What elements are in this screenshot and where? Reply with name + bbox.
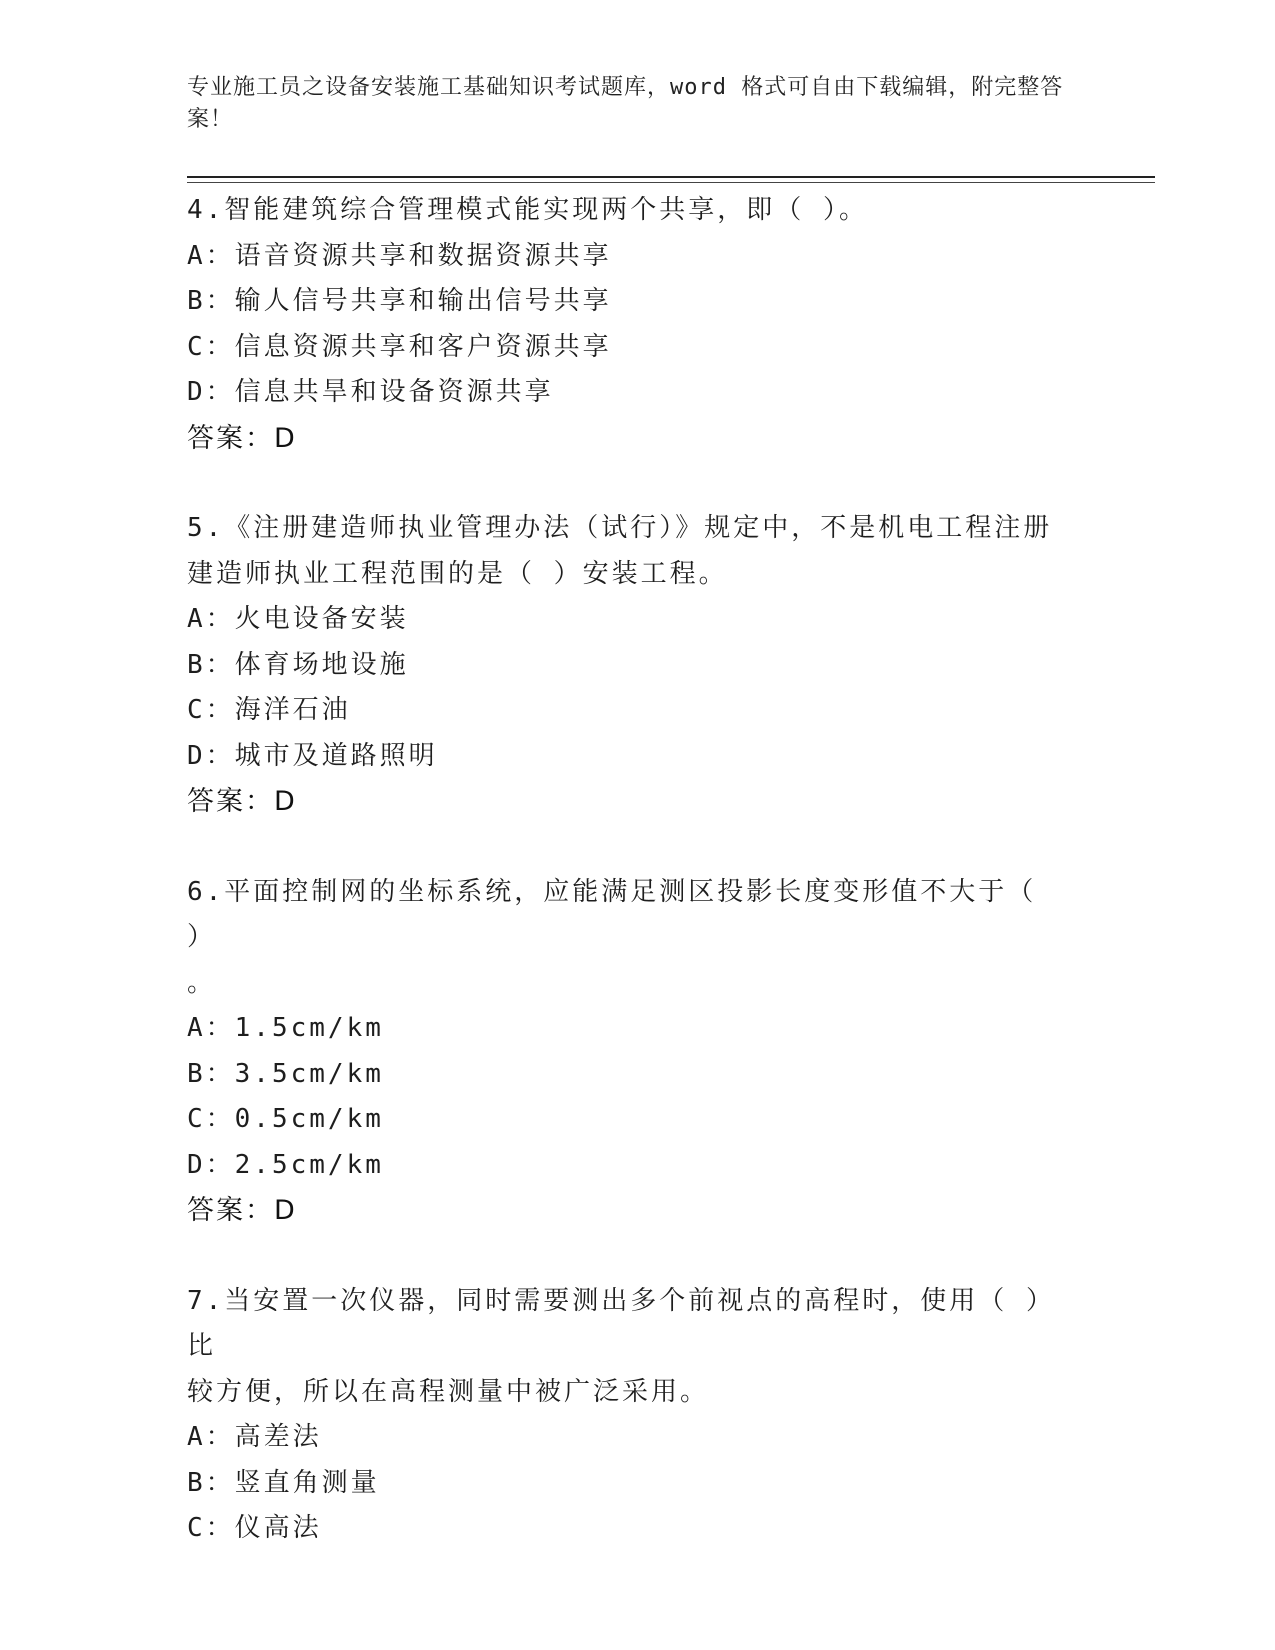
option-c: C：海洋石油 xyxy=(187,695,351,725)
answer-label: 答案：D xyxy=(187,422,297,454)
question-list xyxy=(187,188,1067,1597)
answer-label: 答案：D xyxy=(187,786,297,817)
question-stem-continued: 。 xyxy=(187,967,217,998)
question-7 xyxy=(187,1279,1067,1552)
option-b: B：3.5cm/km xyxy=(187,1058,384,1089)
option-a: A：火电设备安装 xyxy=(187,604,409,634)
option-b: B：输人信号共享和输出信号共享 xyxy=(187,286,612,316)
option-c: C：0.5cm/km xyxy=(187,1104,384,1134)
question-stem: 5.《注册建造师执业管理办法（试行）》规定中，不是机电工程注册 xyxy=(187,513,1053,543)
header-divider-thin xyxy=(187,182,1155,183)
option-b: B：体育场地设施 xyxy=(187,649,409,680)
option-d: D：城市及道路照明 xyxy=(187,740,438,771)
answer-label: 答案：D xyxy=(187,1195,297,1226)
question-5 xyxy=(187,506,1067,825)
option-a: A：1.5cm/km xyxy=(187,1013,384,1043)
header-divider-thick xyxy=(187,176,1155,178)
document-header: 专业施工员之设备安装施工基础知识考试题库，word 格式可自由下载编辑，附完整答案！ xyxy=(187,75,1064,132)
question-4 xyxy=(187,188,1067,461)
option-a: A：高差法 xyxy=(187,1422,322,1452)
question-6 xyxy=(187,870,1067,1234)
option-c: C：仪高法 xyxy=(187,1513,322,1543)
option-c: C：信息资源共享和客户资源共享 xyxy=(187,331,612,362)
question-stem: 4.智能建筑综合管理模式能实现两个共享，即（ ）。 xyxy=(187,195,868,225)
question-stem-continued: 较方便，所以在高程测量中被广泛采用。 xyxy=(187,1376,710,1407)
question-stem: 7.当安置一次仪器，同时需要测出多个前视点的高程时，使用（ ）比 xyxy=(187,1285,1055,1361)
option-a: A：语音资源共享和数据资源共享 xyxy=(187,240,612,271)
option-d: D：信息共旱和设备资源共享 xyxy=(187,377,554,407)
question-stem-continued: 建造师执业工程范围的是（ ）安装工程。 xyxy=(187,558,728,589)
option-b: B：竖直角测量 xyxy=(187,1467,380,1498)
question-stem: 6.平面控制网的坐标系统，应能满足测区投影长度变形值不大于（ ） xyxy=(187,876,1055,952)
option-d: D：2.5cm/km xyxy=(187,1149,384,1180)
